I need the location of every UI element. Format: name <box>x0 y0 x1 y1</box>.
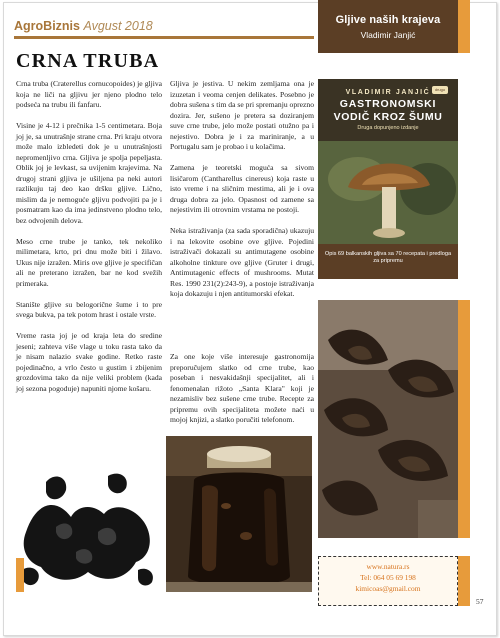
email-link[interactable]: kimicoas@gmail.com <box>355 584 421 593</box>
paragraph: Visine je 4-12 i prečnika 1-5 centimetara. Boja joj je, sa unutrašnje strane crna. Pri kraju otvora može malo izbledeti dok je u unutrašnjosti nepromenljivo crna. Gljiva je spolja pepeljasta. Oblik joj je levkast, sa uvijenim krajevima. Na drugoj strani gljiva je ušiljena pa neki autori razlikuju taj deo kao dršku gljive. Lično, mislim da je nemoguće gljivu podvojiti pa je i posmatram kao da ima jedinstveno plodno telo, bez odvojenih delova. <box>16 121 162 225</box>
paragraph: Neka istraživanja (za sada sporadična) ukazuju i na lekovite osobine ove gljive. Pojedini istraživači dokazali su antimutagene osobine alkoholne tinkture ove gljive (Gruter i drugi, Antimutagenic effects of mushrooms. Mutat Res. 1990 231(2):243-9), a postoje istraživanja koja dokazuju i njen antitumorski efekat. <box>170 226 314 298</box>
article-column-1 <box>16 79 162 405</box>
author-name: Vladimir Janjić <box>360 30 416 40</box>
left-accent-stripe <box>16 558 24 592</box>
paragraph: Gljiva je jestiva. U nekim zemljama ona je izuzetan i veoma cenjen delikates. Posebno je dobra sušena s tim da se pri spremanju oprezno dozira. Jer, sušeno je pretera sa doziranjem suve crne trube, jelo može postati otužno pa i nejestivo. Dobra je i za mariniranje, a u Portugalu sam je probao i u kolačima. <box>170 79 314 151</box>
mushroom-closeup-photo <box>318 300 458 538</box>
right-accent-stripe <box>458 300 470 538</box>
section-title: Gljive naših krajeva <box>335 14 441 26</box>
contact-box <box>318 556 458 606</box>
book-badge: drugo <box>432 86 448 94</box>
paragraph: Meso crne trube je tanko, tek nekoliko milimetara, krto, pri dnu može biti i žilavo. Ukus nije izražen. Miris ove gljive je specifičan ali ne preterano izražen, bar ne kod svežih primeraka. <box>16 236 162 288</box>
book-title-line-1: GASTRONOMSKI <box>339 98 437 110</box>
book-description: Opis 69 balkanskih gljiva sa 70 recepata i predloga za pripremu <box>324 251 452 264</box>
paragraph: Vreme rasta joj je od kraja leta do sredine jeseni; zahteva više vlage u toku rasta tako da je nisam nalazio svake godine. Retko raste pojedinačno, a vrlo često u gustim i zbijenim grozdovima tako da nije veliki problem (kada joj sezona pogoduje) napuniti njome košaru. <box>16 331 162 393</box>
paragraph: Za one koje više interesuje gastronomija preporučujem slatko od crne trube, kao poseban i nesvakidašnji specijalitet, ali i fenomenalan rižoto „Santa Klara" koji je nezamisliv bez sušene crne trube. Recepte za pripremu ovih specijaliteta možete naći u mojoj knjizi, a slatko poručiti telefonom. <box>170 352 314 424</box>
paragraph: Stanište gljive su belogorične šume i to pre svega bukva, pa tek potom hrast i ostale vrste. <box>16 299 162 319</box>
jar-photo <box>166 436 312 592</box>
article-title: CRNA TRUBA <box>16 50 160 72</box>
contact-accent-stripe <box>458 556 470 606</box>
header-accent-stripe <box>458 0 470 53</box>
issue-date: Avgust 2018 <box>83 19 153 33</box>
page-number: 57 <box>476 597 484 606</box>
article-column-2-bottom <box>170 352 314 436</box>
phone-number: Tel: 064 05 69 198 <box>360 573 416 582</box>
brand-name: AgroBiznis <box>14 19 80 33</box>
dried-mushrooms-photo <box>16 462 158 592</box>
book-cover <box>318 79 458 279</box>
website-link[interactable]: www.natura.rs <box>366 562 410 571</box>
section-header-box <box>318 0 458 53</box>
book-author: VLADIMIR JANJIĆ <box>345 89 431 96</box>
paragraph: Crna truba (Craterellus cornucopoides) je gljiva koja ne liči na gljivu jer njeno plodno telo podseća na trubu ili fanfaru. <box>16 79 162 109</box>
book-title-line-2: VODIČ KROZ ŠUMU <box>333 111 443 123</box>
magazine-header <box>14 19 153 35</box>
article-column-2 <box>170 79 314 310</box>
header-rule <box>14 36 314 39</box>
book-subtitle: Druga dopunjeno izdanje <box>357 125 419 131</box>
paragraph: Zamena je teoretski moguća sa sivom lisičarom (Cantharellus cinereus) koja raste u isto vreme i na sličnim mestima, ali je i ova druga dobra za jelo. Opasnost od zamene sa nejestivim ili otrovnim vrstama ne postoji. <box>170 163 314 214</box>
